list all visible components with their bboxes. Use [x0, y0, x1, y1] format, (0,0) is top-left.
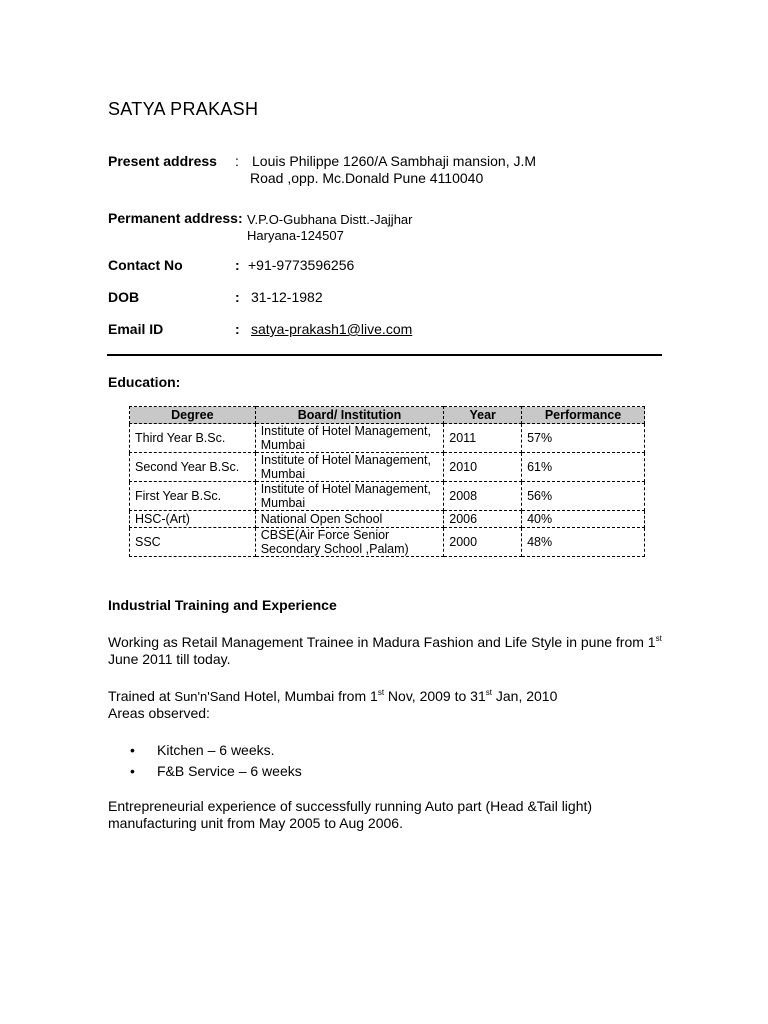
experience-paragraph-1 — [108, 634, 668, 668]
list-item — [130, 761, 302, 782]
performance-cell: 57% — [522, 424, 645, 453]
para1-text-line2: June 2011 till today. — [108, 651, 231, 667]
email-row — [108, 321, 668, 338]
education-table — [129, 406, 645, 557]
board-line1: Institute of Hotel Management, — [260, 424, 431, 438]
board-line2: Secondary School ,Palam) — [260, 542, 409, 556]
dob-value: 31-12-1982 — [251, 289, 323, 305]
table-row — [130, 482, 645, 511]
board-line1: Institute of Hotel Management, — [260, 453, 431, 467]
permanent-address-line1: V.P.O-Gubhana Distt.-Jajjhar — [247, 212, 413, 227]
degree-cell: Second Year B.Sc. — [130, 453, 256, 482]
present-address-line1: Louis Philippe 1260/A Sambhaji mansion, J.M — [252, 153, 537, 169]
para1-text: Working as Retail Management Trainee in Madura Fashion and Life Style in pune from 1 — [108, 634, 656, 650]
bullet-icon: • — [130, 763, 135, 779]
para2-text: Nov, 2009 to 31 — [384, 688, 486, 704]
performance-cell: 56% — [522, 482, 645, 511]
email-colon: : — [235, 321, 240, 337]
email-label: Email ID — [108, 321, 164, 337]
bullet-icon: • — [130, 742, 135, 758]
degree-cell: Third Year B.Sc. — [130, 424, 256, 453]
experience-paragraph-3 — [108, 798, 668, 832]
degree-cell: SSC — [130, 528, 256, 557]
para3-text: Entrepreneurial experience of successfully running Auto part (Head &Tail light) — [108, 798, 593, 814]
board-cell — [255, 453, 444, 482]
permanent-address-line2: Haryana-124507 — [247, 228, 344, 243]
board-line2: Mumbai — [260, 496, 306, 510]
dob-colon: : — [235, 289, 240, 305]
year-cell: 2006 — [444, 511, 522, 528]
degree-cell: First Year B.Sc. — [130, 482, 256, 511]
permanent-address-label: Permanent address: — [108, 210, 243, 226]
column-header-degree: Degree — [130, 407, 256, 424]
board-line1: Institute of Hotel Management, — [260, 482, 431, 496]
board-cell — [255, 482, 444, 511]
board-line2: Mumbai — [260, 438, 306, 452]
degree-cell: HSC-(Art) — [130, 511, 256, 528]
dob-label: DOB — [108, 289, 140, 305]
permanent-address-row — [108, 210, 668, 244]
present-address-colon: : — [235, 153, 239, 169]
para3-text-line2: manufacturing unit from May 2005 to Aug 2006. — [108, 815, 403, 831]
candidate-name: SATYA PRAKASH — [108, 99, 259, 119]
present-address-row — [108, 153, 668, 189]
contact-no-value: +91-9773596256 — [248, 257, 355, 273]
table-row — [130, 528, 645, 557]
year-cell: 2010 — [444, 453, 522, 482]
year-cell: 2008 — [444, 482, 522, 511]
year-cell: 2000 — [444, 528, 522, 557]
email-link[interactable]: satya-prakash1@live.com — [251, 321, 413, 337]
board-cell — [255, 528, 444, 557]
experience-heading: Industrial Training and Experience — [108, 597, 337, 613]
areas-observed-label: Areas observed: — [108, 705, 210, 721]
performance-cell: 40% — [522, 511, 645, 528]
areas-list — [130, 740, 302, 782]
contact-no-row — [108, 257, 668, 274]
column-header-performance: Performance — [522, 407, 645, 424]
column-header-board: Board/ Institution — [255, 407, 444, 424]
experience-paragraph-2 — [108, 688, 668, 722]
year-cell: 2011 — [444, 424, 522, 453]
superscript: st — [655, 634, 662, 643]
column-header-year: Year — [444, 407, 522, 424]
performance-cell: 61% — [522, 453, 645, 482]
education-table-header — [130, 407, 645, 424]
hotel-name: Sun'n'Sand — [174, 689, 241, 704]
list-item-text: Kitchen – 6 weeks. — [157, 742, 275, 758]
para2-text: Hotel, Mumbai from 1 — [240, 688, 378, 704]
list-item-text: F&B Service – 6 weeks — [157, 763, 302, 779]
table-row — [130, 511, 645, 528]
table-row — [130, 453, 645, 482]
performance-cell: 48% — [522, 528, 645, 557]
present-address-line2: Road ,opp. Mc.Donald Pune 4110040 — [250, 170, 484, 186]
board-line1: CBSE(Air Force Senior — [260, 528, 390, 542]
education-heading: Education: — [108, 374, 181, 390]
superscript: st — [485, 688, 492, 697]
section-divider — [107, 354, 662, 356]
para2-text: Jan, 2010 — [491, 688, 558, 704]
board-cell — [255, 424, 444, 453]
list-item — [130, 740, 302, 761]
dob-row — [108, 289, 668, 306]
para2-text: Trained at — [108, 688, 175, 704]
contact-no-colon: : — [235, 257, 240, 273]
contact-no-label: Contact No — [108, 257, 183, 273]
superscript: st — [377, 688, 385, 697]
table-row — [130, 424, 645, 453]
present-address-label: Present address — [108, 153, 217, 169]
board-cell: National Open School — [255, 511, 444, 528]
board-line2: Mumbai — [260, 467, 306, 481]
